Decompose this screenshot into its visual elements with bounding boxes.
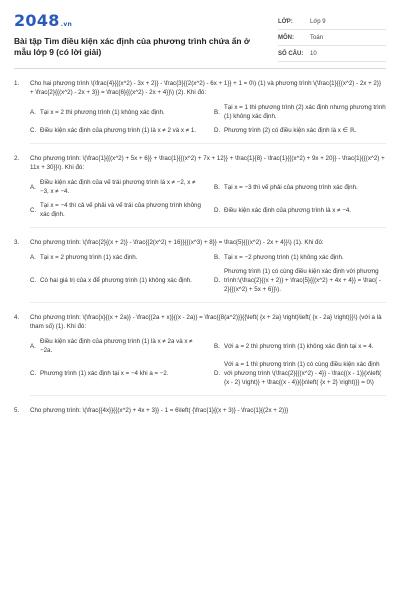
option-letter: C. [30,206,37,214]
option-b[interactable] [214,337,386,355]
option-text: Tại x = −4 thì cả vế phải và vế trái của phương trình không xác định. [40,202,201,218]
logo-main: 2048 [14,11,60,30]
option-text: Điều kiện xác định của vế trái phương trình là x ≠ −2, x ≠ −3, x ≠ −4. [40,179,196,195]
question-1 [14,79,386,144]
option-d[interactable] [214,201,386,219]
meta-row-subject [278,30,386,46]
question-number: 5. [14,407,20,414]
question-number: 3. [14,239,20,246]
option-letter: C. [30,127,37,134]
option-a[interactable] [30,178,202,196]
question-text: Cho phương trình: \(\frac{1}{{(x^2) + 5x + 6}} + \frac{1}{{(x^2) + 7x + 12}} + \frac{1}{8} - \frac{1}{{(x^2) + 9x + 20}} - \frac{1}{{(x^2) + 11x + 30}}\). Khi đó: [30,155,385,171]
option-letter: B. [214,342,220,350]
divider [30,143,386,144]
option-d[interactable] [214,360,386,387]
option-letter: C. [30,277,37,284]
question-body [30,406,386,415]
option-letter: A. [30,183,36,191]
option-c[interactable] [30,360,202,387]
logo-sub: .vn [60,21,73,28]
page-title: Bài tập Tìm điều kiện xác định của phương trình chứa ẩn ở mẫu lớp 9 (có lời giải) [14,36,250,57]
question-number: 4. [14,314,20,321]
option-letter: A. [30,342,36,350]
option-text: Tại x = −2 phương trình (1) không xác định. [224,254,344,261]
question-number: 2. [14,155,20,162]
option-c[interactable] [30,126,202,135]
option-text: Tại x = 1 thì phương trình (2) xác định nhưng phương trình (1) không xác định. [224,104,386,120]
option-text: Điều kiện xác định của phương trình là x ≠ −4. [224,206,351,214]
question-3 [14,238,386,303]
meta-key: LỚP: [278,18,293,25]
option-letter: D. [214,206,221,214]
question-body [30,154,386,228]
option-text: Điều kiện xác định của phương trình (1) là x ≠ 2 và x ≠ 1. [40,127,197,134]
option-d[interactable] [214,267,386,294]
meta-key: SỐ CÂU: [278,50,304,57]
options [30,337,386,387]
option-letter: B. [214,108,220,116]
divider [30,227,386,228]
option-d[interactable] [214,126,386,135]
question-2 [14,154,386,228]
question-body [30,238,386,303]
option-text: Với a = 2 thì phương trình (1) không xác định tại x = 4. [224,342,374,350]
option-text: Tại x = 2 thì phương trình (1) không xác định. [40,108,165,116]
meta-value: 10 [310,50,317,57]
option-text: Phương trình (1) có cùng điều kiện xác định với phương trình:\(\frac{2}{(x + 2)} + \frac{5}{{(x^2) + 4x + 4}} = \frac{ - 2}{{(x^2) + 5x + 6}}\). [224,268,381,293]
question-number: 1. [14,80,20,87]
option-letter: A. [30,254,36,261]
option-b[interactable] [214,178,386,196]
option-letter: D. [214,277,221,284]
options [30,253,386,294]
option-a[interactable] [30,337,202,355]
option-letter: B. [214,254,220,261]
option-c[interactable] [30,267,202,294]
meta-value: Toán [310,34,324,41]
option-b[interactable] [214,103,386,121]
option-text: Tại x = 2 phương trình (1) xác định. [40,254,138,261]
site-logo[interactable] [14,12,264,34]
option-letter: A. [30,108,36,116]
meta-table [278,14,386,62]
option-c[interactable] [30,201,202,219]
header-left [14,12,264,58]
header [14,12,386,69]
divider [30,395,386,396]
option-letter: C. [30,370,37,377]
question-4 [14,313,386,396]
option-a[interactable] [30,103,202,121]
question-text: Cho phương trình: \(\frac{2}{(x + 2)} - \frac{{2(x^2) + 16}}{{(x^3) + 8}} = \frac{5}{{(x^2) - 2x + 4}}\) (1). Khi đó: [30,239,324,246]
question-text: Cho phương trình: \(\frac{{4x}}{{(x^2) + 4x + 3}} - 1 = 6\left( {\frac{1}{(x + 3)} - \frac{1}{(2x + 2)}} [30,407,289,414]
option-text: Tại x = −3 thì vế phải của phương trình xác định. [224,183,358,191]
question-text: Cho phương trình: \(\frac{x}{(x + 2a)} - \frac{(2a + x)}{(x - 2a)} = \frac{{8(a^2)}}{{\left( {x + 2a} \right)\left( {x - 2a} \right)}}\) (với a là tham số) (1). Khi đó: [30,314,382,330]
question-text: Cho hai phương trình \(\frac{4}{{(x^2) - 3x + 2}} - \frac{3}{{2(x^2) - 6x + 1}} + 1 = 0\) (1) và phương trình \(\frac{1}{{(x^2) - 2x + 2}} + \frac{2}{{(x^2) - 2x + 3}} = \frac{6}{{(x^2) - 2x + 4}}\) (2). Khi đó: [30,80,382,96]
options [30,178,386,219]
question-5 [14,406,386,415]
option-text: Có hai giá trị của x để phương trình (1) không xác định. [40,277,192,284]
option-letter: B. [214,183,220,191]
question-body [30,313,386,396]
question-body [30,79,386,144]
meta-row-count [278,46,386,62]
meta-key: MÔN: [278,34,294,41]
option-text: Với a = 1 thì phương trình (1) có cùng điều kiện xác định với phương trình \(\frac{2}{{(x^2) - 4}} - \frac{(x - 1)}{x\left( {x - 2} \right)} + \frac{(x - 4)}{{x\left( {x + 2} \right)}} = 0\) [224,361,382,386]
option-letter: D. [214,370,221,377]
option-letter: D. [214,127,221,134]
meta-value: Lớp 9 [310,18,326,25]
options [30,103,386,135]
meta-row-class [278,14,386,30]
divider [30,302,386,303]
option-a[interactable] [30,253,202,262]
option-text: Phương trình (1) xác định tại x = −4 khi a = −2. [40,370,169,377]
option-b[interactable] [214,253,386,262]
option-text: Điều kiện xác định của phương trình (1) là x ≠ 2a và x ≠ −2a. [40,338,193,354]
option-text: Phương trình (2) có điều kiện xác định là x ∈ ℝ. [224,127,357,134]
